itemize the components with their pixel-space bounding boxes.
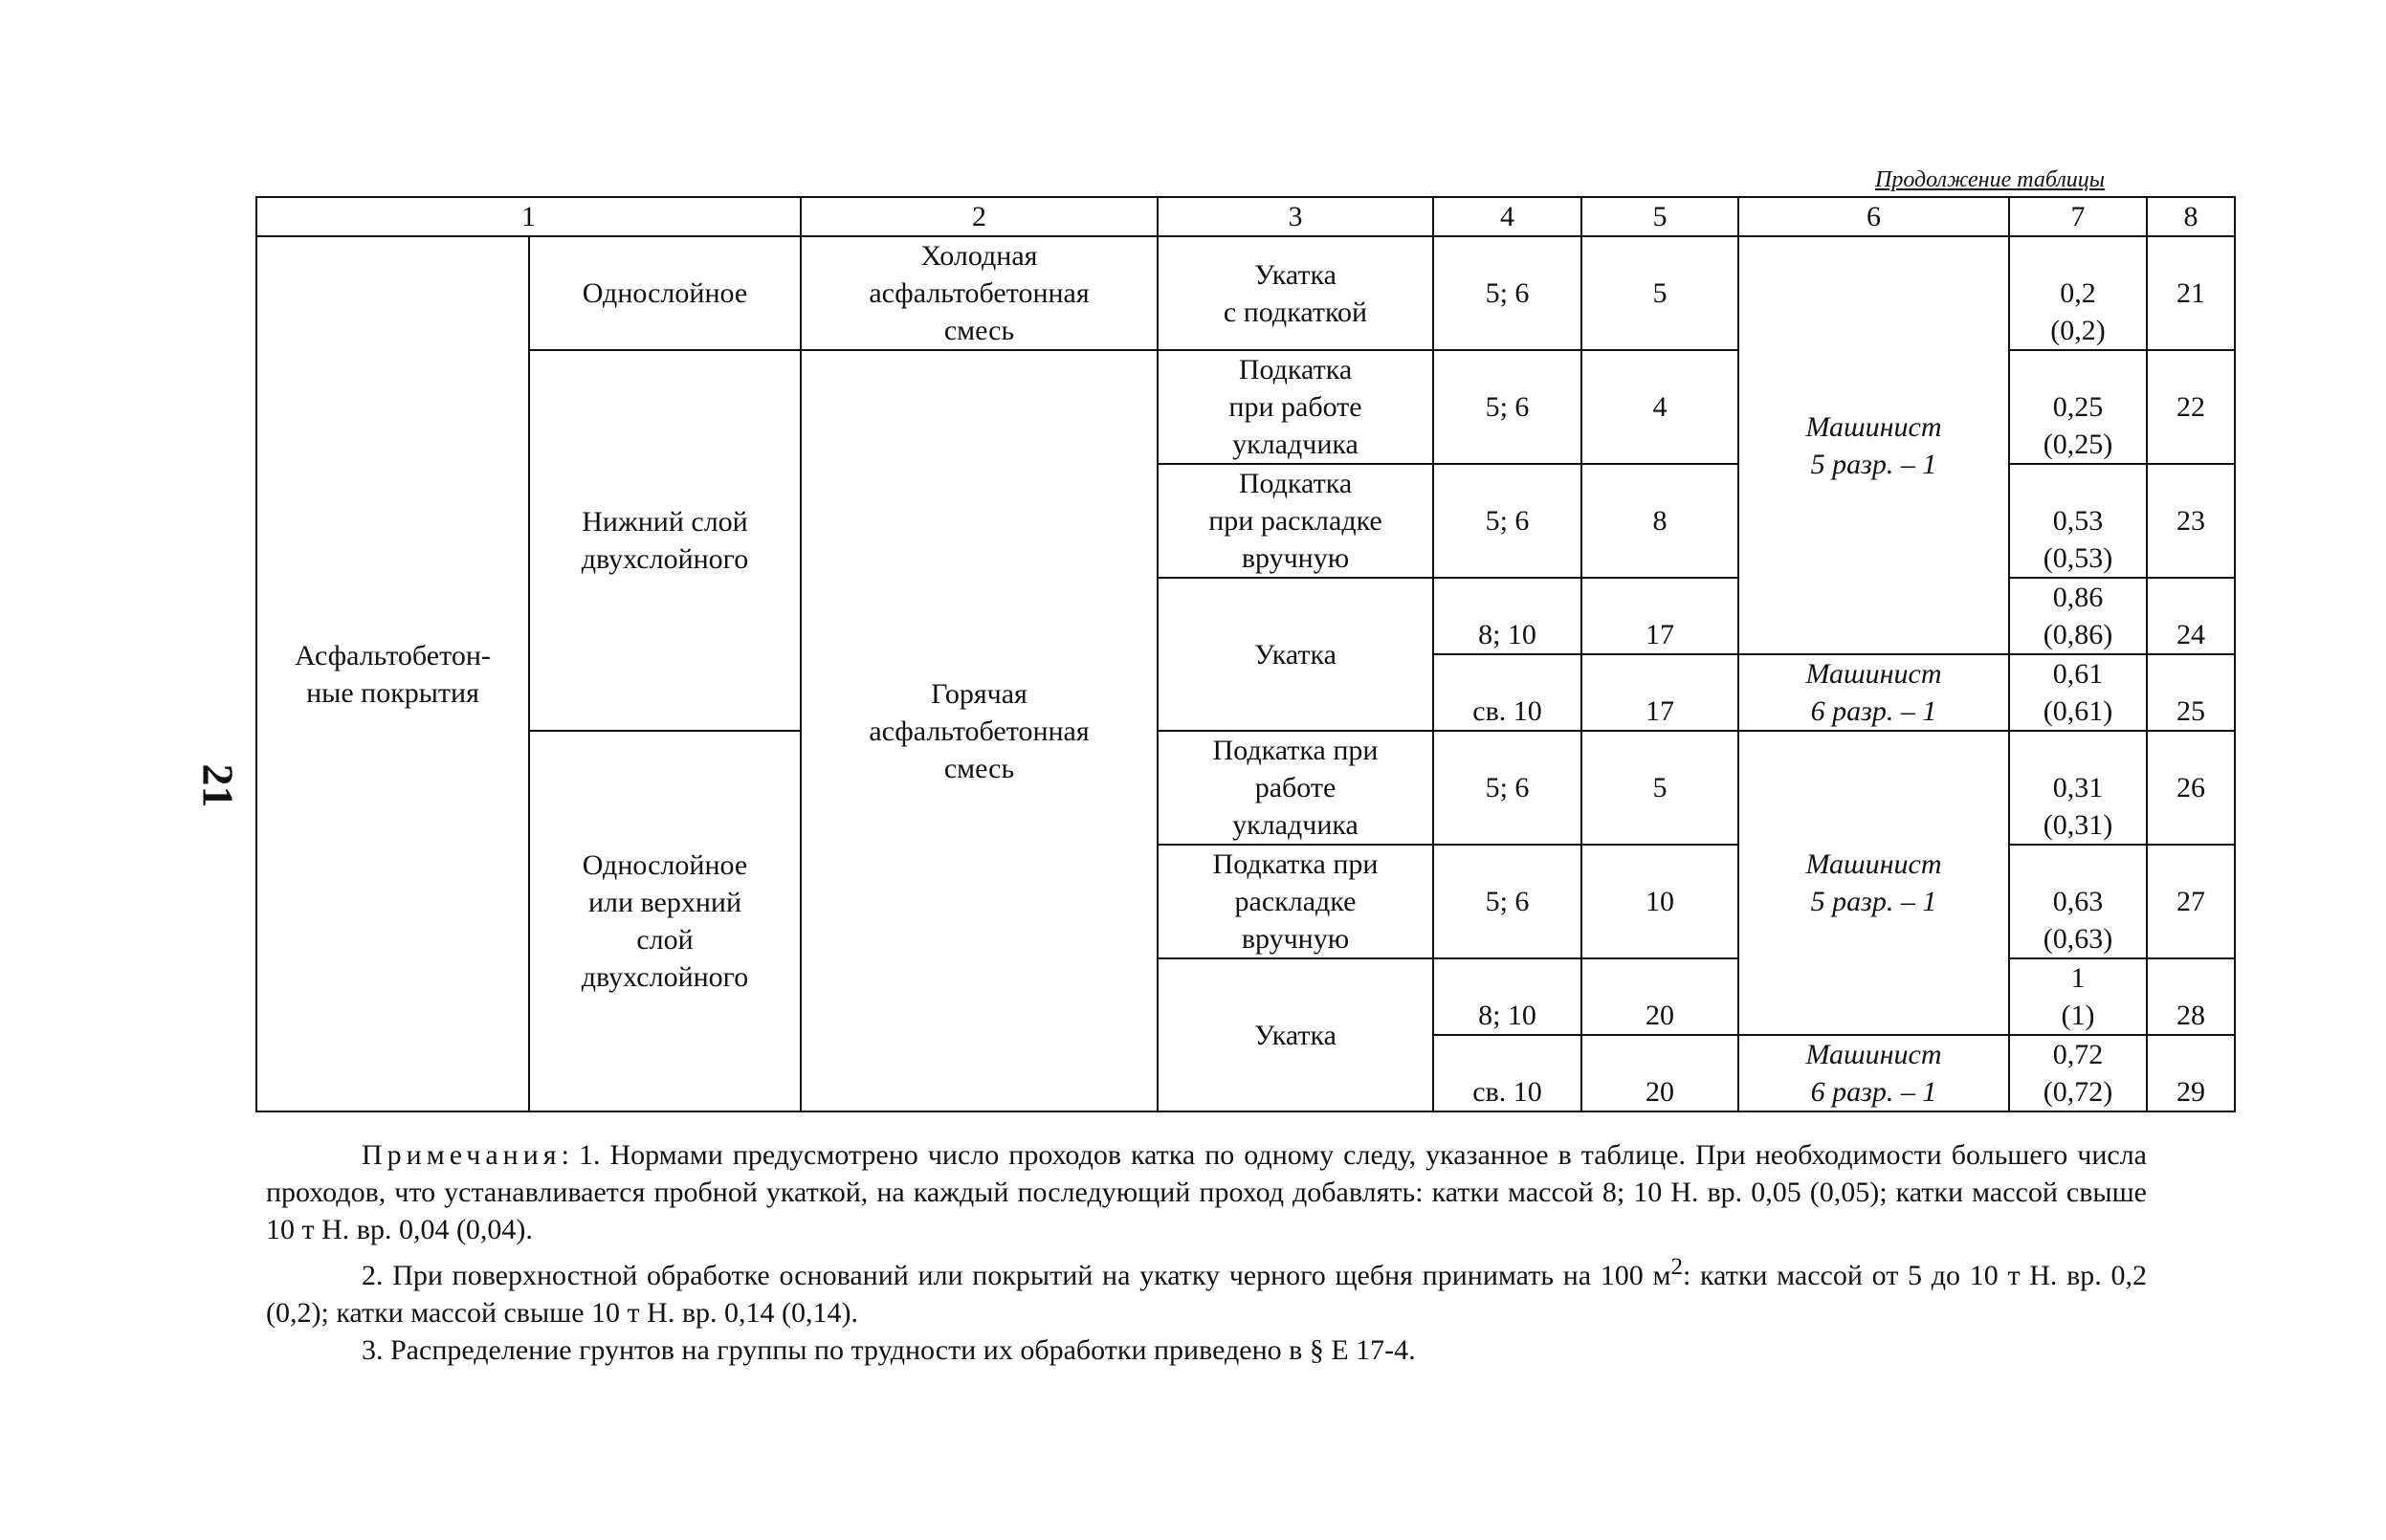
- passes-cell: 5: [1581, 731, 1738, 845]
- operation-cell: Подкатка при раскладке вручную: [1158, 845, 1433, 958]
- passes-cell: 5: [1581, 236, 1738, 350]
- row-number-cell: 26: [2147, 731, 2235, 845]
- norm-cell: 1 (1): [2009, 958, 2147, 1035]
- page-number: 21: [193, 763, 243, 808]
- column-header-5: 5: [1581, 197, 1738, 236]
- norm-cell: 0,53 (0,53): [2009, 464, 2147, 578]
- material-cell: Холодная асфальтобетонная смесь: [801, 236, 1158, 350]
- worker-cell: Машинист 6 разр. – 1: [1738, 654, 2009, 731]
- operation-cell: Подкатка при работе укладчика: [1158, 350, 1433, 464]
- operation-cell: Укатка с подкаткой: [1158, 236, 1433, 350]
- passes-cell: 8: [1581, 464, 1738, 578]
- passes-cell: 4: [1581, 350, 1738, 464]
- roller-mass-cell: 5; 6: [1433, 350, 1581, 464]
- norm-cell: 0,86 (0,86): [2009, 578, 2147, 654]
- operation-cell: Подкатка при раскладке вручную: [1158, 464, 1433, 578]
- norm-cell: 0,25 (0,25): [2009, 350, 2147, 464]
- layer-cell: Однослойное или верхний слой двухслойного: [529, 731, 801, 1111]
- worker-cell: Машинист 5 разр. – 1: [1738, 731, 2009, 1035]
- norm-cell: 0,31 (0,31): [2009, 731, 2147, 845]
- note-2-text-b: : катки массой от 5 до 10 т Н. вр. 0,2 (0,2); катки массой свыше 10 т Н. вр. 0,14 (0,14).: [266, 1260, 2148, 1329]
- row-number-cell: 22: [2147, 350, 2235, 464]
- operation-cell: Подкатка при работе укладчика: [1158, 731, 1433, 845]
- norm-cell: 0,63 (0,63): [2009, 845, 2147, 958]
- operation-cell: Укатка: [1158, 958, 1433, 1111]
- work-group-cell: Асфальтобетон- ные покрытия: [256, 236, 529, 1111]
- table-row: [256, 236, 2235, 350]
- norm-cell: 0,2 (0,2): [2009, 236, 2147, 350]
- roller-mass-cell: 8; 10: [1433, 958, 1581, 1035]
- passes-cell: 10: [1581, 845, 1738, 958]
- norm-cell: 0,61 (0,61): [2009, 654, 2147, 731]
- worker-cell: Машинист 6 разр. – 1: [1738, 1035, 2009, 1111]
- note-2: [266, 1248, 2147, 1331]
- row-number-cell: 23: [2147, 464, 2235, 578]
- roller-mass-cell: св. 10: [1433, 654, 1581, 731]
- passes-cell: 20: [1581, 958, 1738, 1035]
- column-header-1: 1: [256, 197, 801, 236]
- roller-mass-cell: 5; 6: [1433, 731, 1581, 845]
- roller-mass-cell: 5; 6: [1433, 464, 1581, 578]
- operation-cell: Укатка: [1158, 578, 1433, 731]
- notes-section: [266, 1136, 2147, 1369]
- column-header-3: 3: [1158, 197, 1433, 236]
- note-1: [266, 1136, 2147, 1248]
- row-number-cell: 28: [2147, 958, 2235, 1035]
- passes-cell: 17: [1581, 578, 1738, 654]
- column-header-6: 6: [1738, 197, 2009, 236]
- row-number-cell: 27: [2147, 845, 2235, 958]
- roller-mass-cell: 5; 6: [1433, 236, 1581, 350]
- roller-mass-cell: св. 10: [1433, 1035, 1581, 1111]
- row-number-cell: 25: [2147, 654, 2235, 731]
- material-cell: Горячая асфальтобетонная смесь: [801, 350, 1158, 1111]
- column-header-8: 8: [2147, 197, 2235, 236]
- note-3: 3. Распределение грунтов на группы по трудности их обработки приведено в § Е 17-4.: [362, 1334, 1416, 1366]
- column-header-7: 7: [2009, 197, 2147, 236]
- row-number-cell: 24: [2147, 578, 2235, 654]
- layer-cell: Однослойное: [529, 236, 801, 350]
- note-2-superscript: 2: [1670, 1254, 1683, 1280]
- worker-cell: Машинист 5 разр. – 1: [1738, 236, 2009, 654]
- row-number-cell: 29: [2147, 1035, 2235, 1111]
- norms-table: [255, 196, 2236, 1112]
- passes-cell: 17: [1581, 654, 1738, 731]
- column-header-2: 2: [801, 197, 1158, 236]
- norm-cell: 0,72 (0,72): [2009, 1035, 2147, 1111]
- header-row: [256, 197, 2235, 236]
- note-1-text: : 1. Нормами предусмотрено число проходов катка по одному следу, указанное в таблице. При необходимости большего числа проходов, что устанавливается пробной укаткой, на каждый последующий проход добавлять: катки массой 8; 10 Н. вр. 0,05 (0,05); катки массой свыше 10 т Н. вр. 0,04 (0,04).: [266, 1139, 2147, 1245]
- notes-label: Примечания: [362, 1139, 562, 1171]
- roller-mass-cell: 8; 10: [1433, 578, 1581, 654]
- roller-mass-cell: 5; 6: [1433, 845, 1581, 958]
- note-2-text-a: 2. При поверхностной обработке оснований или покрытий на укатку черного щебня принимать на 100 м: [362, 1260, 1671, 1291]
- table-row: [256, 731, 2235, 845]
- table-continuation-label: Продолжение таблицы: [1875, 167, 2106, 192]
- row-number-cell: 21: [2147, 236, 2235, 350]
- layer-cell: Нижний слой двухслойного: [529, 350, 801, 731]
- passes-cell: 20: [1581, 1035, 1738, 1111]
- column-header-4: 4: [1433, 197, 1581, 236]
